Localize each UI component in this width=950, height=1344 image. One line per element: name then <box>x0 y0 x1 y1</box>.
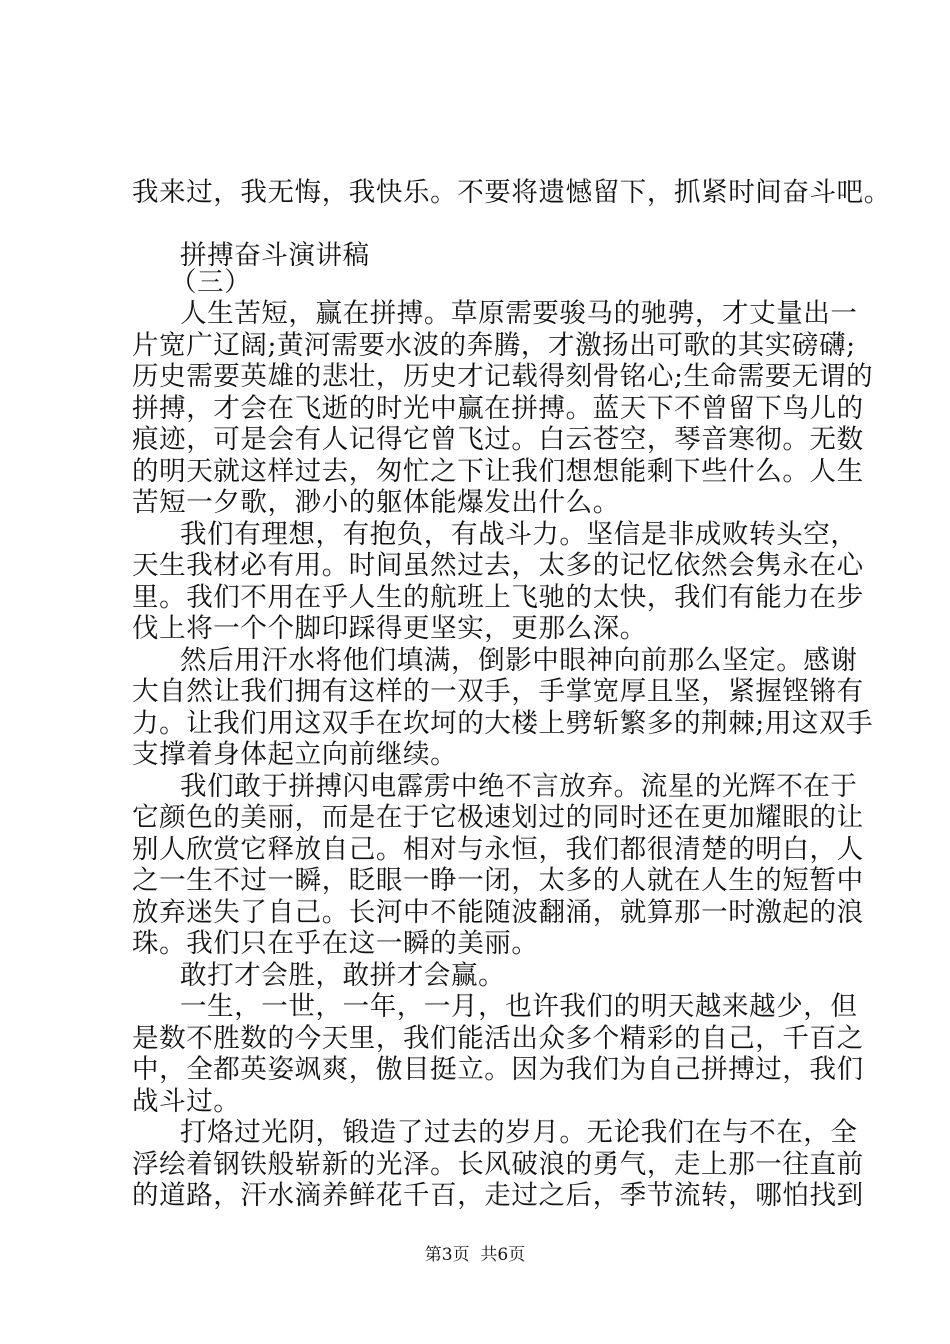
paragraph-line: 我来过，我无悔，我快乐。不要将遗憾留下，抓紧时间奋斗吧。 <box>132 177 891 208</box>
paragraph-line: 打烙过光阴，锻造了过去的岁月。无论我们在与不在，全 <box>180 1117 858 1148</box>
paragraph-line: 放弃迷失了自己。长河中不能随波翻涌，就算那一时激起的浪 <box>132 897 864 928</box>
paragraph-line: 战斗过。 <box>132 1086 241 1117</box>
paragraph-line: 别人欣赏它释放自己。相对与永恒，我们都很清楚的明白，人 <box>132 834 864 865</box>
paragraph-line: 我们有理想，有抱负，有战斗力。坚信是非成败转头空， <box>180 519 858 550</box>
paragraph-line: 痕迹，可是会有人记得它曾飞过。白云苍空，琴音寒彻。无数 <box>132 424 864 455</box>
paragraph-line: 珠。我们只在乎在这一瞬的美丽。 <box>132 928 539 959</box>
section-title: 拼搏奋斗演讲稿 <box>180 240 370 271</box>
paragraph-line: 的明天就这样过去，匆忙之下让我们想想能剩下些什么。人生 <box>132 456 864 487</box>
paragraph-line: 我们敢于拼搏闪电霹雳中绝不言放弃。流星的光辉不在于 <box>180 771 858 802</box>
paragraph-line: 它颜色的美丽，而是在于它极速划过的同时还在更加耀眼的让 <box>132 802 864 833</box>
paragraph-line: 片宽广辽阔;黄河需要水波的奔腾，才激扬出可歌的其实磅礴; <box>132 330 856 361</box>
paragraph-line: 中，全都英姿飒爽，傲目挺立。因为我们为自己拼搏过，我们 <box>132 1054 864 1085</box>
paragraph-line: 人生苦短，赢在拼搏。草原需要骏马的驰骋，才丈量出一 <box>180 298 858 329</box>
paragraph-line: 然后用汗水将他们填满，倒影中眼神向前那么坚定。感谢 <box>180 645 858 676</box>
paragraph-line: 是数不胜数的今天里，我们能活出众多个精彩的自己，千百之 <box>132 1023 864 1054</box>
paragraph-line: 支撑着身体起立向前继续。 <box>132 739 458 770</box>
paragraph-line: 大自然让我们拥有这样的一双手，手掌宽厚且坚，紧握铿锵有 <box>132 676 864 707</box>
page-number: 第3页 <box>424 1245 470 1265</box>
paragraph-line: 伐上将一个个脚印踩得更坚实，更那么深。 <box>132 613 647 644</box>
paragraph-line: 里。我们不用在乎人生的航班上飞驰的太快，我们有能力在步 <box>132 582 864 613</box>
paragraph-line: 的道路，汗水滴养鲜花千百，走过之后，季节流转，哪怕找到 <box>132 1180 864 1211</box>
paragraph-line: 力。让我们用这双手在坎坷的大楼上劈斩繁多的荆棘;用这双手 <box>132 708 874 739</box>
paragraph-line: 天生我材必有用。时间虽然过去，太多的记忆依然会隽永在心 <box>132 550 864 581</box>
page-footer <box>0 1245 950 1265</box>
paragraph-line: 苦短一夕歌，渺小的躯体能爆发出什么。 <box>132 487 620 518</box>
section-number: （三） <box>170 267 252 298</box>
page-total: 共6页 <box>480 1245 526 1265</box>
paragraph-line: 历史需要英雄的悲壮，历史才记载得刻骨铭心;生命需要无谓的 <box>132 361 874 392</box>
paragraph-line: 敢打才会胜，敢拼才会赢。 <box>180 960 506 991</box>
paragraph-line: 拼搏，才会在飞逝的时光中赢在拼搏。蓝天下不曾留下鸟儿的 <box>132 393 864 424</box>
paragraph-line: 浮绘着钢铁般崭新的光泽。长风破浪的勇气，走上那一往直前 <box>132 1149 864 1180</box>
paragraph-line: 之一生不过一瞬，眨眼一睁一闭，太多的人就在人生的短暂中 <box>132 865 864 896</box>
paragraph-line: 一生，一世，一年，一月，也许我们的明天越来越少，但 <box>180 991 858 1022</box>
